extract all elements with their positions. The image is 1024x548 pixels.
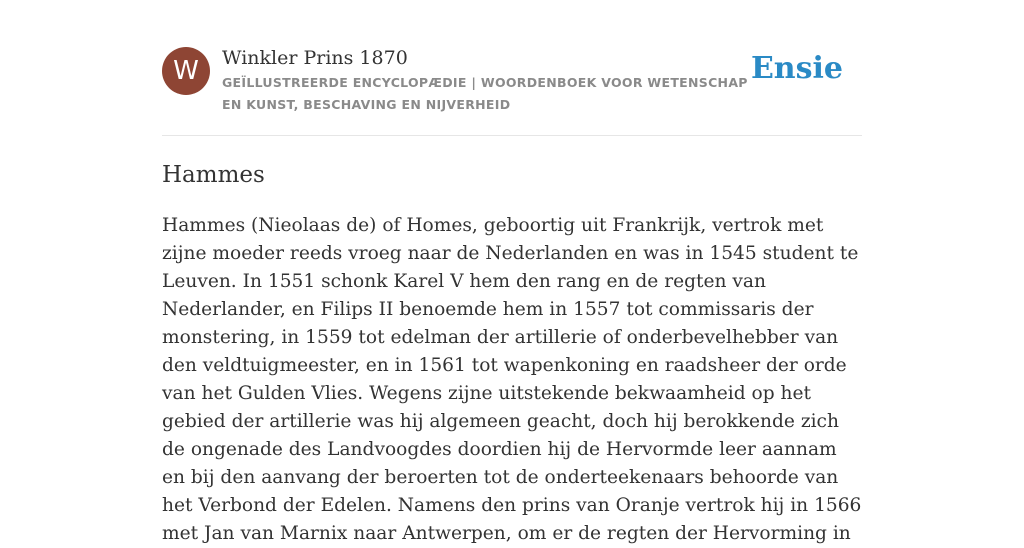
source-header: [162, 46, 862, 136]
article-title: Hammes: [162, 162, 265, 188]
page: [162, 0, 862, 544]
source-title[interactable]: Winkler Prins 1870: [222, 47, 408, 69]
header-divider: [162, 135, 862, 136]
source-avatar[interactable]: W: [162, 47, 210, 95]
source-subtitle: GEÏLLUSTREERDE ENCYCLOPÆDIE | WOORDENBOEK VOOR WETENSCHAP EN KUNST, BESCHAVING EN NIJVERHEID: [222, 75, 748, 112]
article-body: Hammes (Nieolaas de) of Homes, geboortig uit Frankrijk, vertrok met zijne moeder reeds vroeg naar de Nederlanden en was in 1545 student te Leuven. In 1551 schonk Karel V hem den rang en de regten van Nederlander, en Filips II benoemde hem in 1557 tot commissaris der monstering, in 1559 tot edelman der artillerie of onderbevelhebber van den veldtuigmeester, en in 1561 tot wapenkoning en raadsheer der orde van het Gulden Vlies. Wegens zijne uitstekende bekwaamheid op het gebied der artillerie was hij algemeen geacht, doch hij berokkende zich de ongenade des Landvoogdes doordien hij de Hervormde leer aannam en bij den aanvang der beroerten tot de onderteekenaars behoorde van het Verbond der Edelen. Namens den prins van Oranje vertrok hij in 1566 met Jan van Marnix naar Antwerpen, om er de regten der Hervorming in: [162, 215, 862, 544]
ensie-logo[interactable]: Ensie: [750, 51, 843, 86]
